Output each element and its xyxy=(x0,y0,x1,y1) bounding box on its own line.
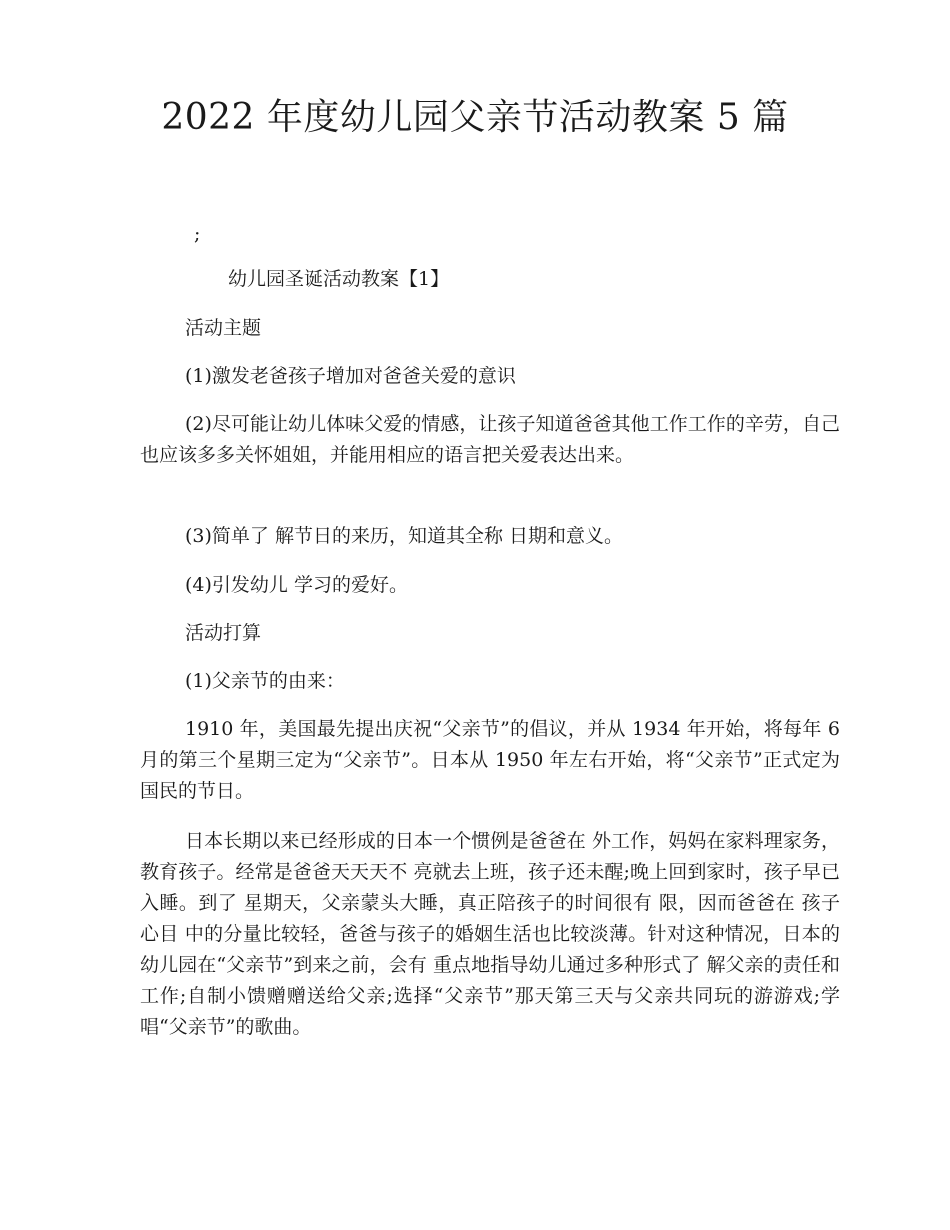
paragraph-goal-3: (3)简单了 解节日的来历，知道其全称 日期和意义。 xyxy=(185,525,623,547)
paragraph-origin-history: 1910 年，美国最先提出庆祝“父亲节”的倡议，并从 1934 年开始，将每年 6 月的第三个星期三定为“父亲节”。日本从 1950 年左右开始，将“父亲节”正式定为国民的节日。 xyxy=(140,718,840,802)
paragraph-goal-1: (1)激发老爸孩子增加对爸爸关爱的意识 xyxy=(185,365,516,387)
separator-mark: ; xyxy=(194,223,201,245)
section-heading: 幼儿园圣诞活动教案【1】 xyxy=(228,268,450,290)
paragraph-japan-custom: 日本长期以来已经形成的日本一个惯例是爸爸在 外工作，妈妈在家料理家务，教育孩子。经常是爸爸天天天不 亮就去上班，孩子还未醒;晚上回到家时，孩子早已入睡。到了 星期天，父亲蒙头大睡，真正陪孩子的时间很有 限，因而爸爸在 孩子心目 中的分量比较轻，爸爸与孩子的婚姻生活也比较淡薄。针对这种情况，日本的幼儿园在“父亲节”到来之前，会有 重点地指导幼儿通过多种形式了 解父亲的责任和工作;自制小馈赠赠送给父亲;选择“父亲节”那天第三天与父亲共同玩的游游戏;学唱“父亲节”的歌曲。 xyxy=(140,830,840,1038)
subheading-activity-plan: 活动打算 xyxy=(185,622,262,644)
document-title: 2022 年度幼儿园父亲节活动教案 5 篇 xyxy=(161,97,789,138)
paragraph-goal-4: (4)引发幼儿 学习的爱好。 xyxy=(185,574,408,596)
paragraph-origin-heading: (1)父亲节的由来： xyxy=(185,670,345,692)
paragraph-goal-2: (2)尽可能让幼儿体味父爱的情感，让孩子知道爸爸其他工作工作的辛劳，自己也应该多多关怀姐姐，并能用相应的语言把关爱表达出来。 xyxy=(140,413,840,466)
subheading-activity-theme: 活动主题 xyxy=(185,317,262,339)
